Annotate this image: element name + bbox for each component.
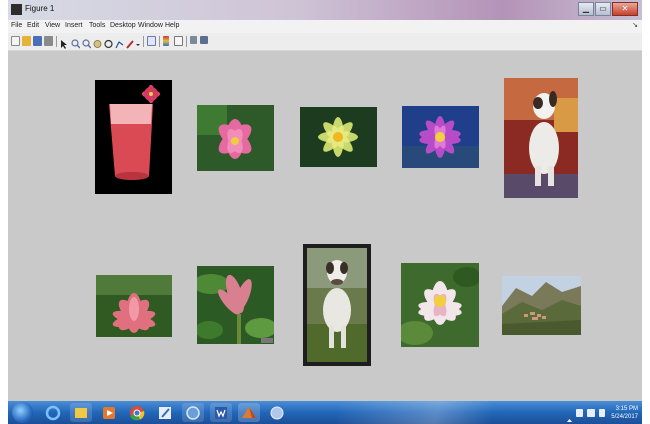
image-yellow-water-lily (300, 107, 377, 167)
volume-icon[interactable] (599, 409, 605, 417)
open-file-icon[interactable] (22, 36, 31, 46)
menu-edit[interactable]: Edit (27, 22, 40, 29)
zoom-out-icon[interactable] (82, 36, 91, 46)
menu-view[interactable]: View (45, 22, 61, 29)
figure-toolbar (8, 33, 642, 51)
window-title: Figure 1 (25, 4, 55, 13)
toolbar-separator (143, 36, 144, 47)
close-button[interactable] (612, 2, 638, 16)
window-title-bar[interactable] (8, 0, 642, 20)
menu-help[interactable]: Help (165, 22, 180, 29)
internet-explorer-icon[interactable] (42, 403, 64, 422)
link-plot-icon[interactable] (147, 36, 156, 46)
brush-icon[interactable] (126, 36, 135, 46)
desktop-screen (8, 0, 642, 424)
word-icon[interactable] (210, 403, 232, 422)
toolbar-separator (56, 36, 57, 47)
action-center-icon[interactable] (576, 409, 583, 417)
edit-plot-icon[interactable] (60, 36, 69, 46)
image-mountain-village (502, 276, 581, 335)
dock-arrow-icon[interactable]: ↘ (632, 22, 638, 29)
chrome-icon[interactable] (126, 403, 148, 422)
network-app-icon[interactable] (266, 403, 288, 422)
network-icon[interactable] (587, 409, 595, 417)
settings-app-icon[interactable] (182, 403, 204, 422)
menu-file[interactable]: File (11, 22, 23, 29)
menu-bar (8, 20, 642, 33)
toolbar-separator (159, 36, 160, 47)
minimize-icon: ▁ (582, 4, 590, 13)
clock-date: 5/24/2017 (611, 413, 638, 420)
insert-legend-icon[interactable] (174, 36, 183, 46)
save-icon[interactable] (33, 36, 42, 46)
taskbar-clock[interactable] (611, 405, 638, 421)
menu-tools[interactable]: Tools (89, 22, 106, 29)
image-white-dog-on-grass (303, 244, 371, 366)
pan-icon[interactable] (93, 36, 102, 46)
rotate-3d-icon[interactable] (104, 36, 113, 46)
tray-expand-icon[interactable] (567, 410, 572, 415)
image-pink-lotus (197, 105, 274, 171)
taskbar-highlight (338, 401, 558, 424)
maximize-icon: ▭ (599, 4, 607, 13)
system-tray (563, 403, 638, 422)
file-explorer-icon[interactable] (70, 403, 92, 422)
windows-taskbar (8, 401, 642, 424)
maximize-button[interactable] (595, 2, 611, 16)
zoom-in-icon[interactable] (71, 36, 80, 46)
close-icon: ✕ (621, 4, 629, 13)
image-pink-lotus-bud (96, 275, 172, 337)
start-orb-icon[interactable] (12, 402, 33, 423)
toolbar-separator (186, 36, 187, 47)
figure-app-icon (11, 4, 22, 15)
new-figure-icon[interactable] (11, 36, 20, 46)
brush-dropdown-icon[interactable] (136, 36, 140, 46)
menu-insert[interactable]: Insert (65, 22, 83, 29)
image-white-dog-sitting (504, 78, 578, 198)
media-player-icon[interactable] (98, 403, 120, 422)
paint-icon[interactable] (154, 403, 176, 422)
data-cursor-icon[interactable] (115, 36, 124, 46)
minimize-button[interactable] (578, 2, 594, 16)
insert-colorbar-icon[interactable] (163, 36, 169, 46)
image-pink-drink (95, 80, 172, 194)
image-purple-water-lily (402, 106, 479, 168)
image-white-lotus (401, 263, 479, 347)
menu-desktop[interactable]: Desktop (110, 22, 136, 29)
image-pink-lily-on-leaves (197, 266, 274, 344)
print-icon[interactable] (44, 36, 53, 46)
hide-plot-tools-icon[interactable] (190, 36, 197, 44)
show-plot-tools-icon[interactable] (200, 36, 208, 44)
matlab-icon[interactable] (238, 403, 260, 422)
menu-window[interactable]: Window (138, 22, 163, 29)
clock-time: 3:15 PM (615, 405, 638, 412)
